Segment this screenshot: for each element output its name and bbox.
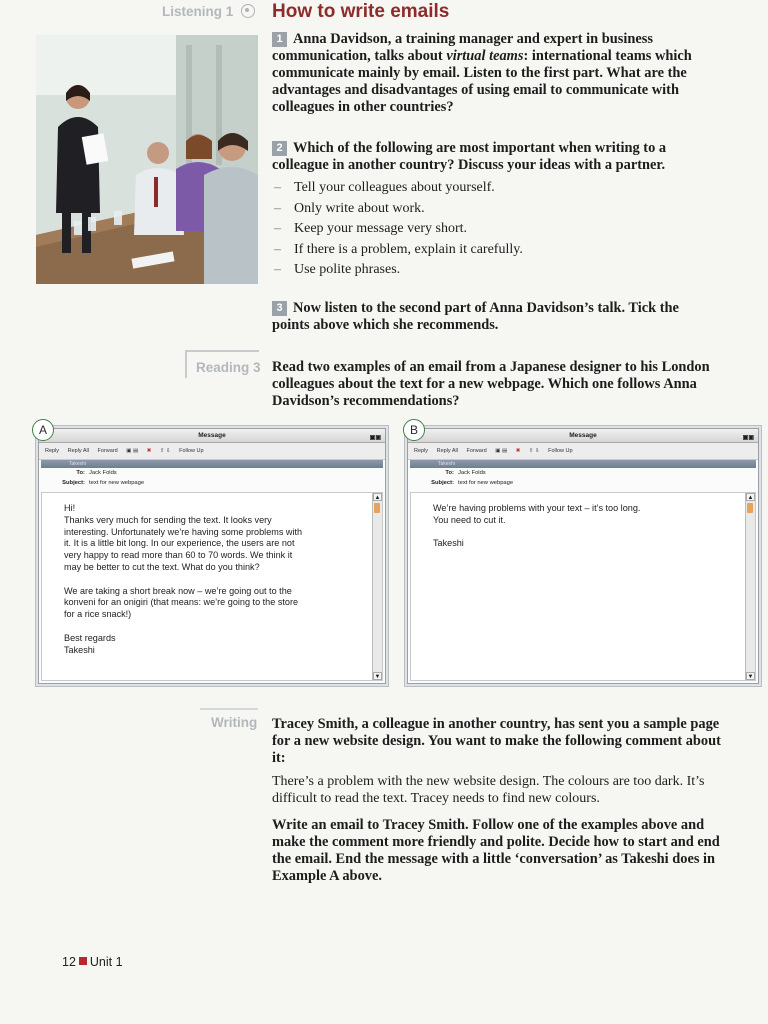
email-body[interactable] xyxy=(41,492,383,681)
scroll-up-icon[interactable]: ▲ xyxy=(747,495,754,501)
writing-comment: There’s a problem with the new website design. The colours are too dark. It’s difficult to read the text. Tracey needs to find new colours. xyxy=(272,774,705,806)
window-titlebar: Message ▣▣ xyxy=(408,429,758,443)
scroll-thumb[interactable] xyxy=(374,503,380,513)
section-label-reading: Reading 3 xyxy=(196,360,261,375)
arrows-icon[interactable]: ⇧ ⇩ xyxy=(528,448,540,454)
section-label-writing: Writing xyxy=(211,715,258,730)
task-1: 1 Anna Davidson, a training manager and expert in business communication, talks about virtual teams: international teams which communicate mainly by email. Listen to the first part. What are the advantages and disadvantages of using email to communicate with colleagues in other countries? xyxy=(272,31,692,115)
subject-field: Subject: text for new webpage xyxy=(431,480,514,486)
meeting-photo xyxy=(36,35,258,284)
reply-all-button[interactable]: Reply All xyxy=(436,448,458,454)
window-controls-icon[interactable]: ▣▣ xyxy=(742,435,754,441)
scrollbar[interactable] xyxy=(372,493,382,680)
window-titlebar: Message ▣▣ xyxy=(39,429,385,443)
task-number: 2 xyxy=(272,141,287,156)
reply-all-button[interactable]: Reply All xyxy=(67,448,89,454)
email-body[interactable] xyxy=(410,492,756,681)
writing-instruction: Write an email to Tracey Smith. Follow one of the examples above and make the comment more friendly and polite. Decide how to start and end the email. End the message with a little ‘conversation’ as Takeshi does in Example A above. xyxy=(272,817,720,884)
reply-button[interactable]: Reply xyxy=(45,448,60,454)
email-toolbar xyxy=(408,443,758,460)
delete-icon[interactable]: ✖ xyxy=(146,448,152,454)
task-3: 3 Now listen to the second part of Anna Davidson’s talk. Tick the points above which she recommends. xyxy=(272,300,679,333)
email-text: We’re having problems with your text – it’s too long. You need to cut it. Takeshi xyxy=(433,503,641,549)
task-number: 1 xyxy=(272,32,287,47)
example-label-a: A xyxy=(32,419,54,441)
list-item: – Keep your message very short. xyxy=(272,219,692,240)
page-number: 12 xyxy=(62,955,76,969)
reading-instructions: Read two examples of an email from a Japanese designer to his London colleagues about the text for a new webpage. Which one follows Anna Davidson’s recommendations? xyxy=(272,359,710,409)
email-window-a xyxy=(38,428,386,684)
arrows-icon[interactable]: ⇧ ⇩ xyxy=(159,448,171,454)
from-field: Takeshi xyxy=(410,460,756,468)
print-icon[interactable]: ▣ ▤ xyxy=(495,448,508,454)
to-field: To: Jack Folds xyxy=(445,470,486,476)
task-2: 2 Which of the following are most important when writing to a colleague in another country? Discuss your ideas with a partner. xyxy=(272,140,667,173)
list-item: – If there is a problem, explain it carefully. xyxy=(272,240,692,261)
audio-icon xyxy=(241,4,255,18)
follow-up-button[interactable]: Follow Up xyxy=(548,448,573,454)
list-item: – Tell your colleagues about yourself. xyxy=(272,178,692,199)
to-field: To: Jack Folds xyxy=(76,470,117,476)
unit-marker-icon xyxy=(79,957,87,965)
subject-field: Subject: text for new webpage xyxy=(62,480,145,486)
list-item: – Use polite phrases. xyxy=(272,260,692,281)
from-field: Takeshi xyxy=(41,460,383,468)
writing-intro: Tracey Smith, a colleague in another country, has sent you a sample page for a new website design. You want to make the following comment about it: xyxy=(272,716,721,766)
example-label-b: B xyxy=(403,419,425,441)
forward-button[interactable]: Forward xyxy=(97,448,118,454)
page-title: How to write emails xyxy=(272,1,450,22)
email-window-b xyxy=(407,428,759,684)
reply-button[interactable]: Reply xyxy=(414,448,429,454)
scroll-up-icon[interactable]: ▲ xyxy=(374,495,381,501)
writing-label-underline xyxy=(200,708,258,710)
page-footer xyxy=(62,955,123,969)
task-number: 3 xyxy=(272,301,287,316)
print-icon[interactable]: ▣ ▤ xyxy=(126,448,139,454)
unit-label: Unit 1 xyxy=(89,955,123,969)
list-item: – Only write about work. xyxy=(272,199,692,220)
section-label-listening: Listening 1 xyxy=(162,4,255,19)
email-text: Hi! Thanks very much for sending the text. It looks very interesting. Unfortunately we’re having some problems with it. It is a little bit long. In our experience, the users are not very happy to read more than 60 to 70 words. We think it may be better to cut the text. What do you think? We are taking a short break now – we’re going out to the konveni for an onigiri (that means: we’re going to the store for a rice snack!) Best regards Takeshi xyxy=(64,503,303,655)
recommendation-list xyxy=(272,178,692,281)
scroll-down-icon[interactable]: ▼ xyxy=(747,674,754,680)
delete-icon[interactable]: ✖ xyxy=(515,448,521,454)
email-toolbar xyxy=(39,443,385,460)
scroll-thumb[interactable] xyxy=(747,503,753,513)
scroll-down-icon[interactable]: ▼ xyxy=(374,674,381,680)
follow-up-button[interactable]: Follow Up xyxy=(179,448,204,454)
window-controls-icon[interactable]: ▣▣ xyxy=(369,435,381,441)
forward-button[interactable]: Forward xyxy=(466,448,487,454)
scrollbar[interactable] xyxy=(745,493,755,680)
